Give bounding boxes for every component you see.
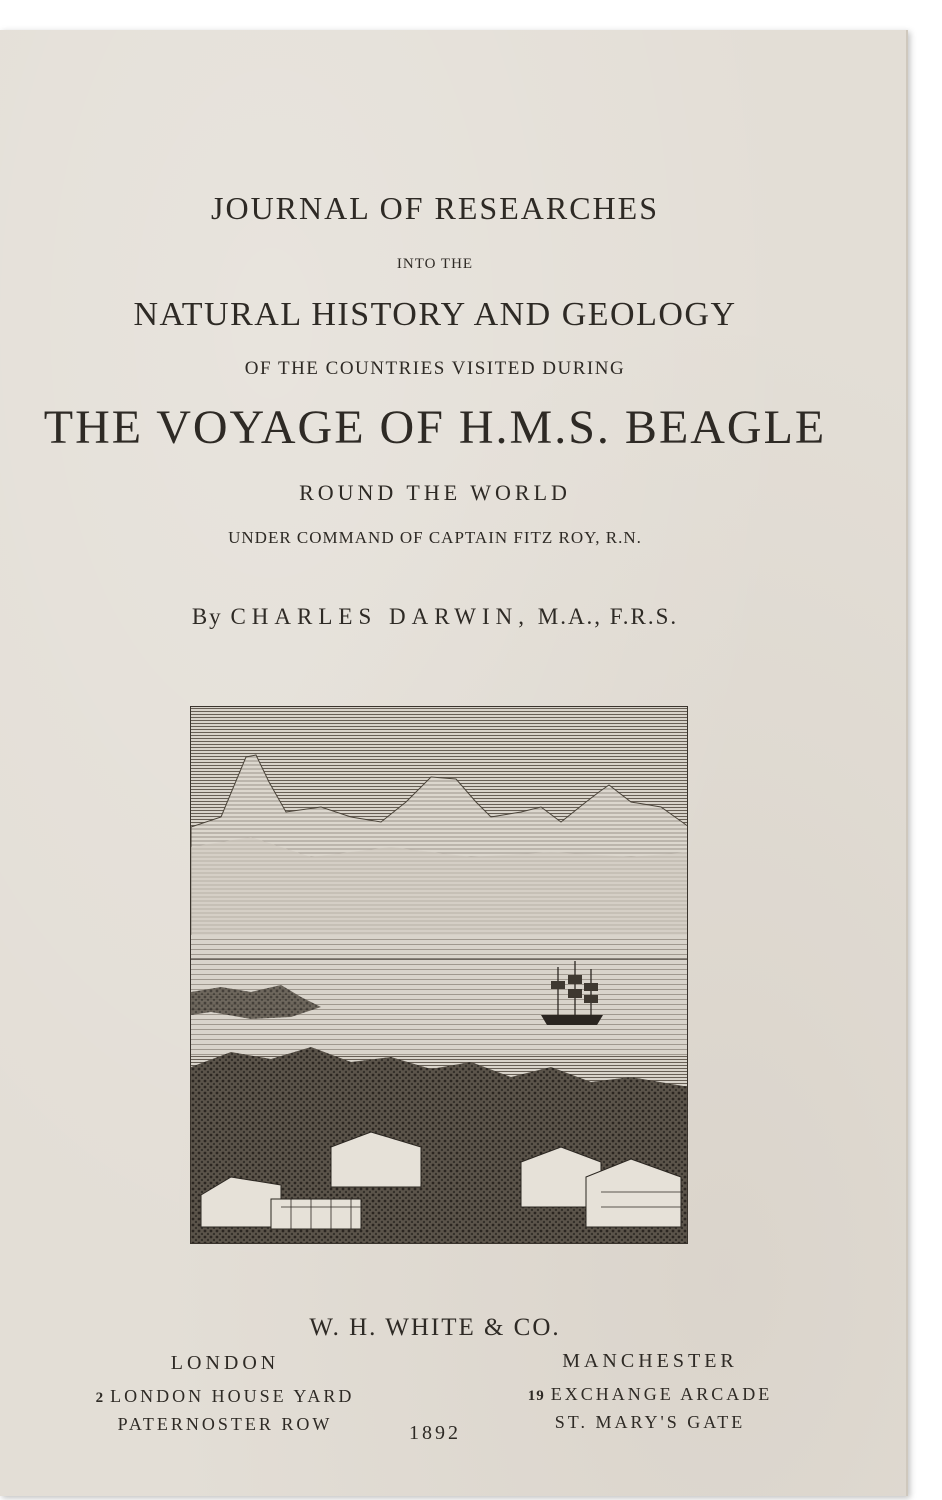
author-degrees: M.A., F.R.S. — [537, 604, 679, 629]
imprint-street-london: LONDON HOUSE YARD — [110, 1386, 355, 1406]
title-line-into-the: INTO THE — [396, 256, 474, 272]
book-title-page — [0, 30, 908, 1496]
title-line-round-the-world: ROUND THE WORLD — [299, 480, 571, 505]
title-line-natural-history: NATURAL HISTORY AND GEOLOGY — [133, 296, 737, 333]
author-line — [0, 604, 870, 630]
imprint-address-manchester — [500, 1381, 800, 1409]
imprint-street-manchester: EXCHANGE ARCADE — [550, 1384, 773, 1404]
imprint-street2-london: PATERNOSTER ROW — [117, 1414, 333, 1434]
author-prefix: By — [191, 604, 223, 629]
title-line-command: UNDER COMMAND OF CAPTAIN FITZ ROY, R.N. — [228, 528, 642, 547]
publication-year: 1892 — [409, 1422, 461, 1444]
title-line-countries: OF THE COUNTRIES VISITED DURING — [244, 358, 626, 379]
imprint-city-manchester: MANCHESTER — [562, 1350, 738, 1372]
imprint-number-london: 2 — [95, 1390, 105, 1406]
imprint-address-london — [60, 1383, 390, 1411]
author-name: CHARLES DARWIN, — [230, 604, 530, 629]
main-title-voyage: THE VOYAGE OF H.M.S. BEAGLE — [43, 401, 827, 454]
imprint-number-manchester: 19 — [527, 1388, 545, 1404]
title-line-journal: JOURNAL OF RESEARCHES — [211, 190, 659, 226]
imprint-city-london: LONDON — [170, 1352, 280, 1374]
imprint-street2-manchester: ST. MARY'S GATE — [554, 1412, 746, 1432]
frontispiece-engraving — [190, 706, 688, 1244]
publisher-name: W. H. WHITE & CO. — [309, 1314, 561, 1341]
